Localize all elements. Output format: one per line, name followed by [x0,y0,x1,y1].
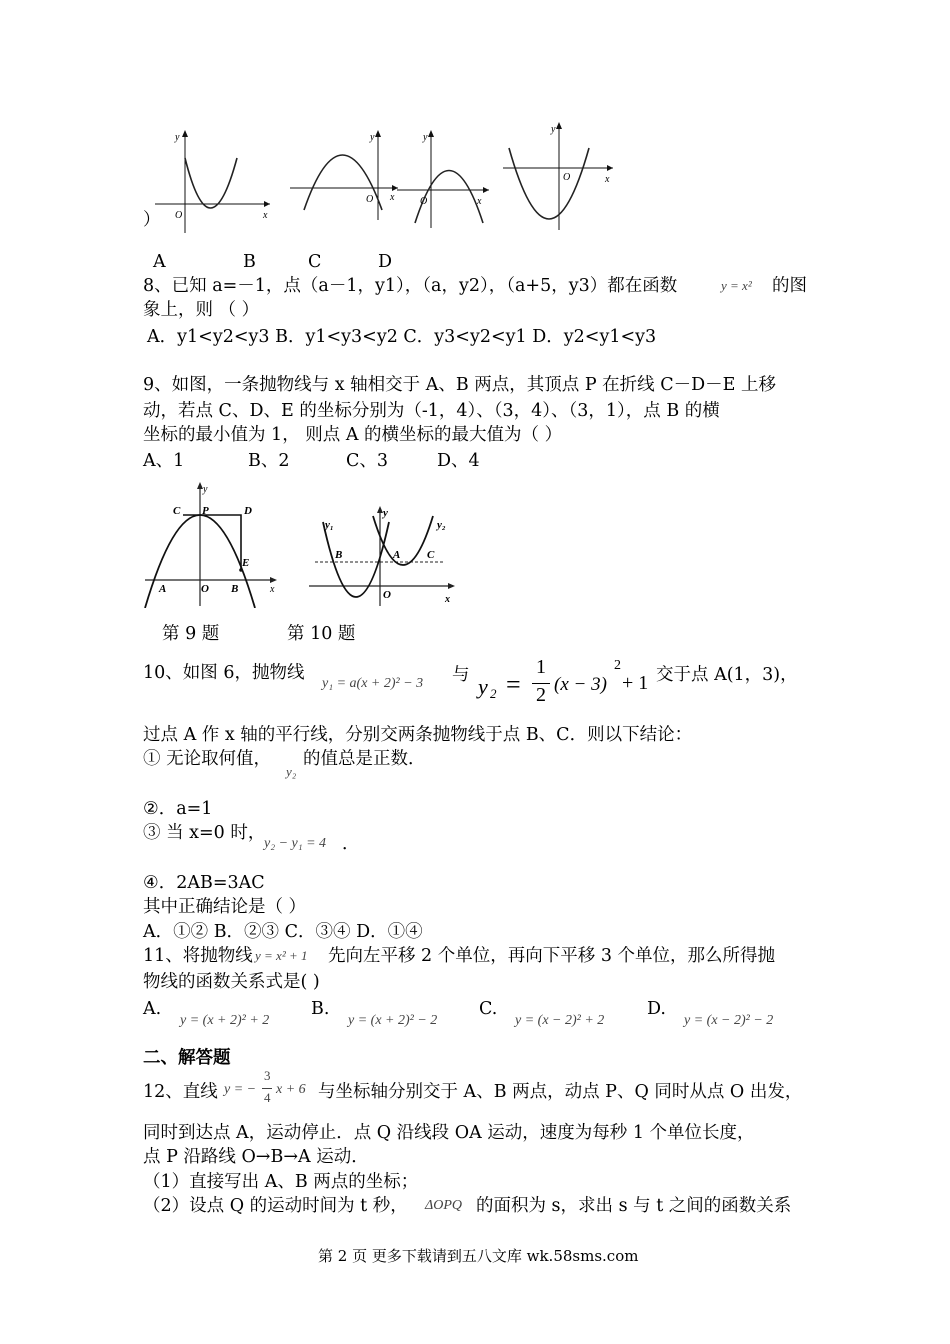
q10-ask: 其中正确结论是（ ） [143,897,307,917]
q10-c1-a: ① 无论取何值， [143,749,272,769]
q8-options: A．y1<y2<y3 B．y1<y3<y2 C．y3<y2<y1 D．y2<y1<y3 [147,327,657,347]
q12-line3: 点 P 沿路线 O→B→A 运动． [143,1147,369,1167]
q12-sub2-b: 的面积为 s，求出 s 与 t 之间的函数关系 [476,1196,792,1216]
graph-a-y-label: y [175,132,180,143]
q10-options: A．①② B．②③ C．③④ D．①④ [143,922,423,942]
fig10-label-y2: y₂ [437,519,446,531]
q10-func-2 [476,658,658,710]
caption-fig9: 第 9 题 [162,624,220,644]
fig9-label-y: y [203,484,208,495]
q10-func-1: y₁ = a(x + 2)² − 3 [322,676,424,691]
q12-intro: 12、直线 [143,1082,218,1102]
q10-c4: ④．2AB=3AC [143,873,265,893]
q12-sub1: （1）直接写出 A、B 两点的坐标； [143,1172,419,1192]
q10-f2-num: 1 [536,656,546,678]
fig9-label-c: C [173,505,181,517]
q11-opt-d-letter: D. [647,999,666,1019]
fig10-label-o: O [383,589,391,601]
q10-c2: ②．a=1 [143,799,213,819]
graph-d-origin: O [563,172,571,183]
q12-sub2-symbol: ΔOPQ [425,1198,462,1213]
section-title: 二、解答题 [143,1048,231,1068]
q10-intro: 10、如图 6，抛物线 [143,663,305,683]
fig9-label-o: O [201,583,209,595]
q11-opt-c-func: y = (x − 2)² + 2 [515,1013,605,1028]
graph-b [290,128,405,223]
q10-c3-a: ③ 当 x=0 时， [143,823,266,843]
q10-f2-den: 2 [536,684,546,706]
q11-text-a: 11、将抛物线 [143,946,253,966]
q11-opt-b-func: y = (x + 2)² − 2 [348,1013,438,1028]
fig9-label-a: A [159,583,167,595]
q10-c3-b: ． [342,834,360,854]
q10-conj: 与 [452,665,470,685]
fig10-label-c: C [427,549,435,561]
q10-f2-lhs: y [478,674,488,699]
graph-a-x-label: x [263,210,268,221]
q7-paren: ） [143,210,161,230]
fig10-label-b: B [335,549,343,561]
figure-10 [305,502,465,607]
graph-d-y-label: y [551,124,556,135]
q10-line2: 过点 A 作 x 轴的平行线，分别交两条抛物线于点 B、C．则以下结论： [143,725,693,745]
q7-figure-row [135,120,635,240]
graph-a [155,128,275,233]
q7-label-b: B [243,252,256,272]
q12-line2: 同时到达点 A，运动停止．点 Q 沿线段 OA 运动，速度为每秒 1 个单位长度， [143,1123,755,1143]
fig9-label-b: B [231,583,239,595]
q12-f-den: 4 [264,1090,271,1105]
fig10-label-y1: y₁ [325,519,334,531]
q11-opt-d-func: y = (x − 2)² − 2 [684,1013,774,1028]
graph-c-origin: O [420,196,428,207]
graph-a-origin: O [175,210,183,221]
q9-option-a: A、1 [143,451,185,471]
graph-c-y-label: y [423,132,428,143]
q11-opt-a-func: y = (x + 2)² + 2 [180,1013,270,1028]
q8-func: y = x² [721,278,752,293]
graph-c-x-label: x [477,196,482,207]
q12-f-num: 3 [264,1068,271,1083]
fig9-label-x: x [270,584,275,595]
caption-fig10: 第 10 题 [287,624,356,644]
q10-f2-exp: 2 [614,658,621,673]
q12-sub2-a: （2）设点 Q 的运动时间为 t 秒， [143,1196,408,1216]
page-footer: 第 2 页 更多下载请到五八文库 wk.58sms.com [318,1247,639,1265]
fig10-label-y: y [383,507,388,519]
q11-opt-b-letter: B. [311,999,330,1019]
q12-formula [224,1068,316,1116]
q7-label-d: D [378,252,393,272]
figure-9 [143,478,285,608]
graph-d [503,120,618,232]
q7-label-a: A [153,252,166,272]
fig10-label-x: x [445,594,450,605]
q12-text-a: 与坐标轴分别交于 A、B 两点，动点 P、Q 同时从点 O 出发， [318,1082,803,1102]
q10-c3-formula: y₂ − y₁ = 4 [264,836,327,851]
q9-line1: 9、如图，一条抛物线与 x 轴相交于 A、B 两点，其顶点 P 在折线 C－D－E 上移 [143,375,776,395]
q11-line2: 物线的函数关系式是( ) [143,972,320,992]
graph-b-origin: O [366,194,374,205]
q10-c1-symbol: y₂ [286,764,297,779]
fig9-label-d: D [244,505,252,517]
q9-line2: 动，若点 C、D、E 的坐标分别为（-1，4）、（3，4）、（3，1），点 B 的横 [143,401,720,421]
fig9-label-p: P [202,505,209,517]
graph-b-y-label: y [370,132,375,143]
q11-opt-a-letter: A. [143,999,162,1019]
q9-option-d: D、4 [437,451,480,471]
q10-f2-tail: + 1 [622,672,649,694]
fig9-label-e: E [242,557,250,569]
q12-f-rest: x + 6 [276,1082,306,1097]
q10-f2-body: (x − 3) [554,674,607,695]
graph-d-x-label: x [605,174,610,185]
q9-line3: 坐标的最小值为 1， 则点 A 的横坐标的最大值为（ ） [143,425,563,445]
q12-fraction-bar [262,1088,272,1089]
q11-text-b: 先向左平移 2 个单位，再向下平移 3 个单位，那么所得抛 [328,946,776,966]
q8-text-c: 象上，则 （ ） [143,300,260,320]
graph-c [397,128,497,233]
fig10-label-a: A [393,549,401,561]
q7-label-c: C [308,252,322,272]
q8-text-b: 的图 [772,276,807,296]
q11-opt-c-letter: C. [479,999,498,1019]
q8-text-a: 8、已知 a=－1，点（a－1，y1），（a，y2），（a+5，y3）都在函数 [143,276,678,296]
graph-b-x-label: x [390,192,395,203]
q10-c1-b: 的值总是正数． [303,749,426,769]
q10-meet: 交于点 A(1，3)， [656,665,798,685]
q11-func: y = x² + 1 [255,948,308,963]
q12-f-lhs: y = − [224,1082,257,1097]
q10-f2-eq: = [506,670,521,699]
q9-option-c: C、3 [346,451,389,471]
q9-option-b: B、2 [248,451,290,471]
q10-f2-sub: 2 [490,686,497,701]
